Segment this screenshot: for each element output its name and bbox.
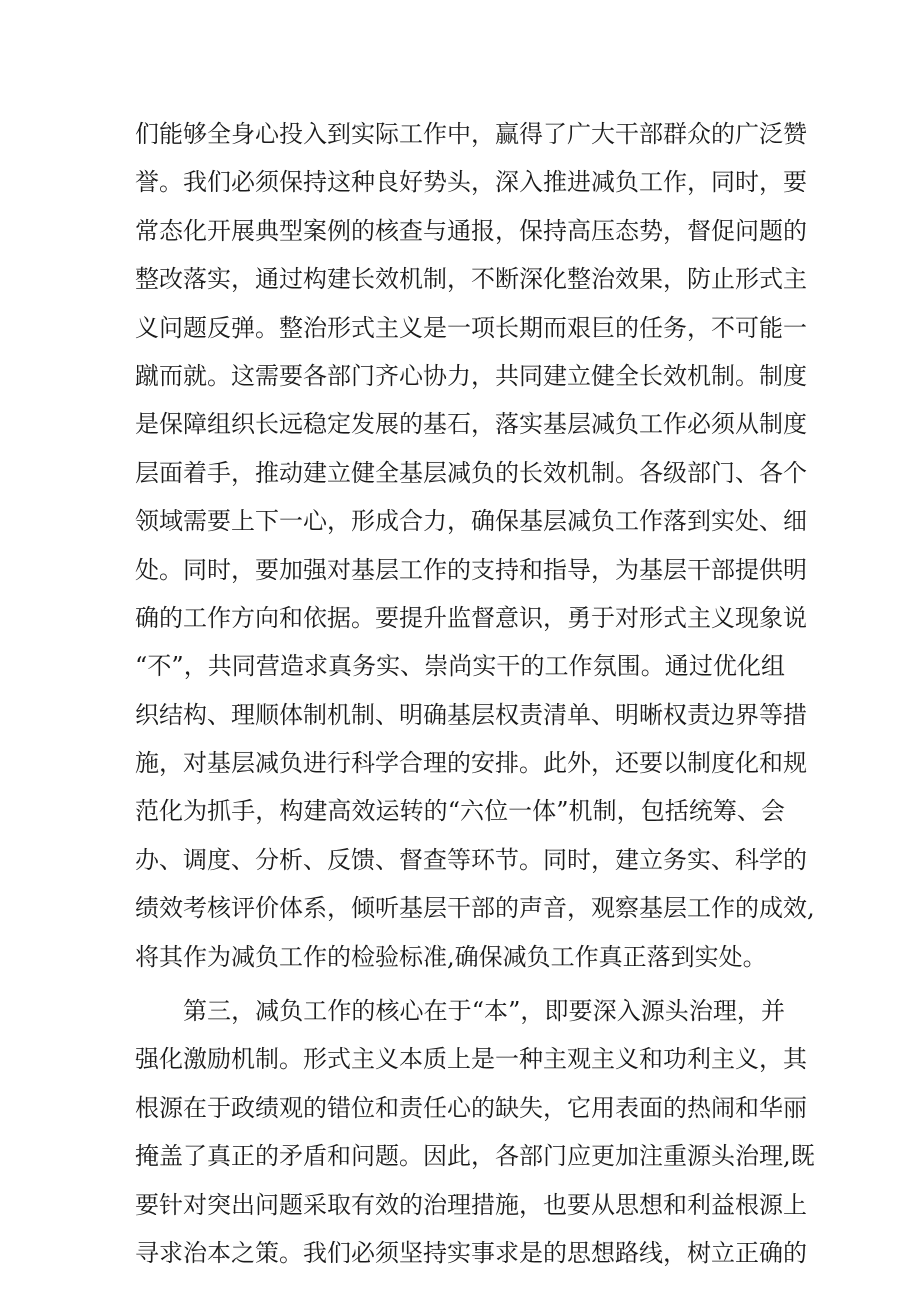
text-line: 绩效考核评价体系，倾听基层干部的声音，观察基层工作的成效, [135,894,815,923]
text-line: 确的工作方向和依据。要提升监督意识，勇于对形式主义现象说 [135,603,807,632]
text-line: 要针对突出问题采取有效的治理措施，也要从思想和利益根源上 [135,1190,807,1219]
paragraph-2 [135,987,815,1277]
text-line: 根源在于政绩观的错位和责任心的缺失，它用表面的热闹和华丽 [135,1093,807,1122]
text-line: 处。同时，要加强对基层工作的支持和指导，为基层干部提供明 [135,555,807,584]
text-line: “不”，共同营造求真务实、崇尚实干的工作氛围。通过优化组 [135,652,785,681]
text-line: 誉。我们必须保持这种良好势头，深入推进减负工作，同时，要 [135,168,807,197]
text-line: 是保障组织长远稳定发展的基石，落实基层减负工作必须从制度 [135,410,807,439]
text-line: 强化激励机制。形式主义本质上是一种主观主义和功利主义，其 [135,1045,807,1074]
text-line: 施，对基层减负进行科学合理的安排。此外，还要以制度化和规 [135,749,807,778]
text-line: 寻求治本之策。我们必须坚持实事求是的思想路线，树立正确的 [135,1238,807,1267]
text-line: 蹴而就。这需要各部门齐心协力，共同建立健全长效机制。制度 [135,361,807,390]
text-line: 层面着手，推动建立健全基层减负的长效机制。各级部门、各个 [135,458,807,487]
paragraph-1 [135,110,815,981]
text-line: 织结构、理顺体制机制、明确基层权责清单、明晰权责边界等措 [135,700,807,729]
text-line: 掩盖了真正的矛盾和问题。因此，各部门应更加注重源头治理,既 [135,1142,815,1171]
text-line: 范化为抓手，构建高效运转的“六位一体”机制，包括统筹、会 [135,797,785,826]
text-line: 将其作为减负工作的检验标准,确保减负工作真正落到实处。 [135,942,767,971]
text-line: 整改落实，通过构建长效机制，不断深化整治效果，防止形式主 [135,265,807,294]
text-line: 办、调度、分析、反馈、督查等环节。同时，建立务实、科学的 [135,845,807,874]
text-line: 义问题反弹。整治形式主义是一项长期而艰巨的任务，不可能一 [135,313,807,342]
text-line: 领域需要上下一心，形成合力，确保基层减负工作落到实处、细 [135,507,807,536]
text-line: 常态化开展典型案例的核查与通报，保持高压态势，督促问题的 [135,216,807,245]
document-body [135,110,815,1277]
text-line: 第三，减负工作的核心在于“本”，即要深入源头治理，并 [183,997,785,1026]
text-line: 们能够全身心投入到实际工作中，赢得了广大干部群众的广泛赞 [135,120,807,148]
